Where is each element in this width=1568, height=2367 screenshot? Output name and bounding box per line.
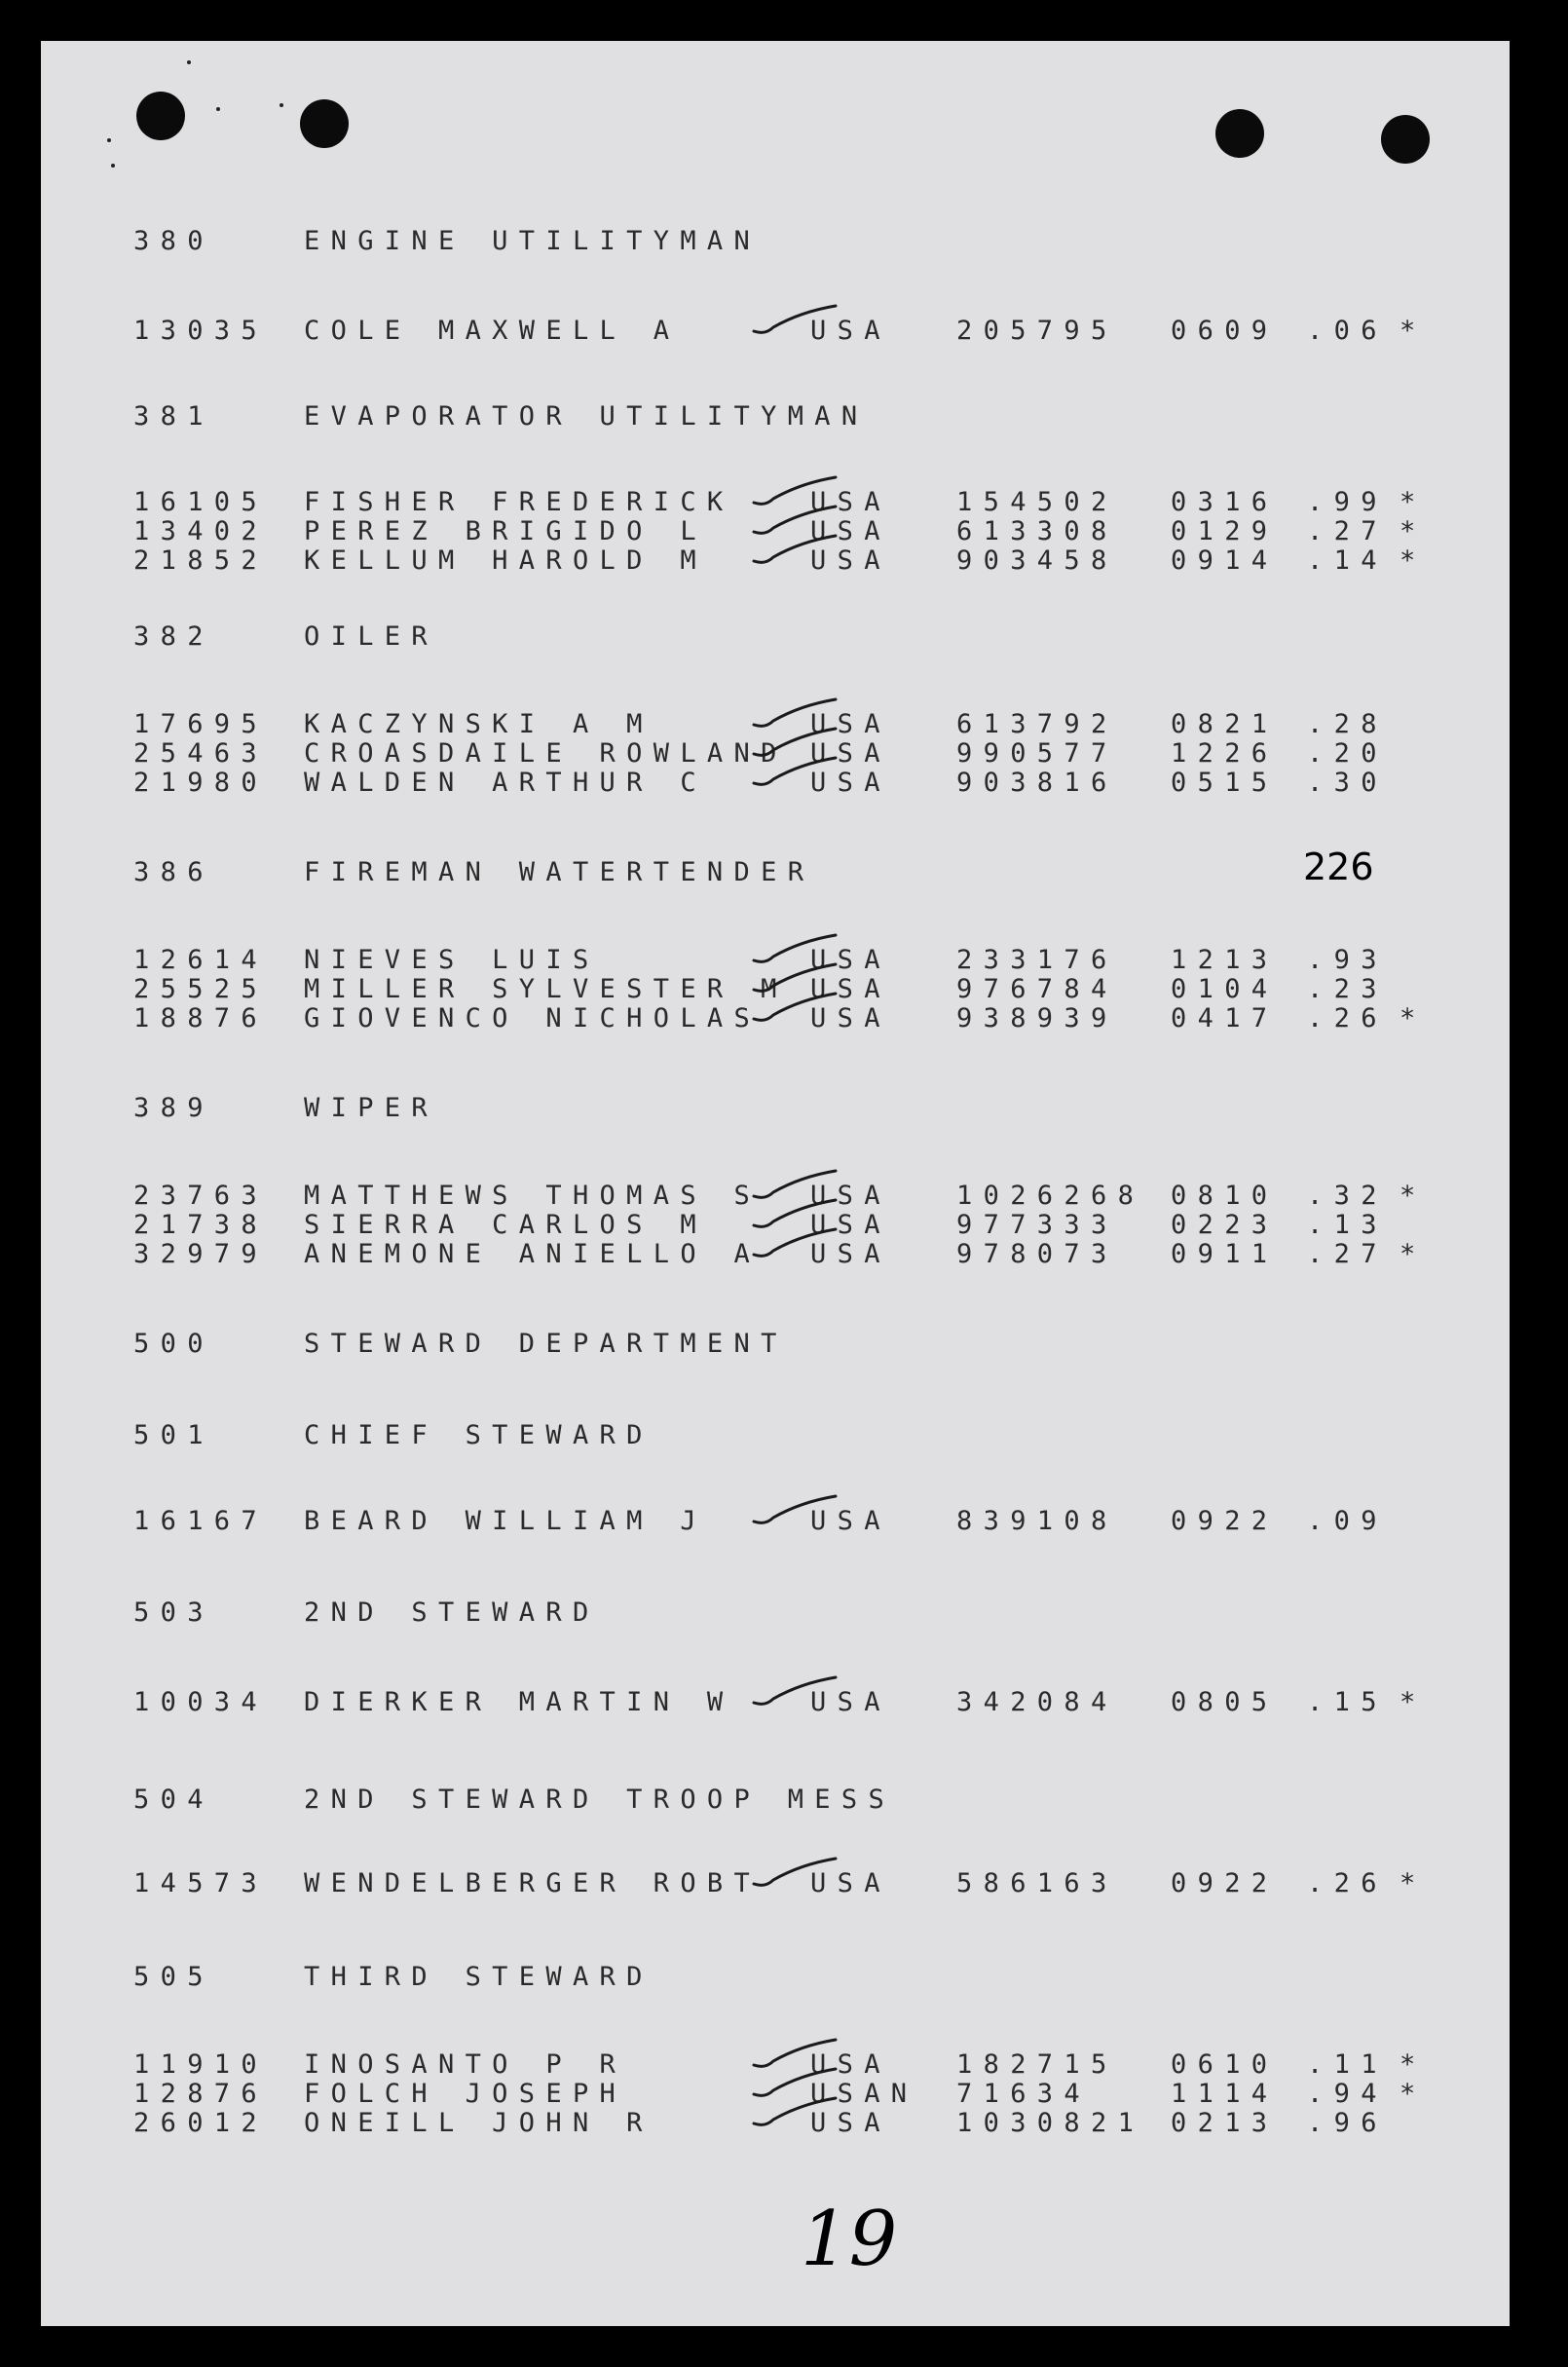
citizenship: USAN (810, 2079, 918, 2109)
date-code: 0129 (1171, 516, 1279, 546)
section-title: FIREMAN WATERTENDER (304, 857, 815, 887)
section-code: 505 (133, 1962, 214, 1992)
citizenship: USA (810, 487, 891, 517)
citizenship: USA (810, 1003, 891, 1033)
document-number: 903458 (956, 545, 1118, 576)
section-header (41, 1420, 1510, 1455)
section-title: OILER (304, 621, 438, 652)
citizenship: USA (810, 2108, 891, 2138)
citizenship: USA (810, 1687, 891, 1717)
crew-id: 21852 (133, 545, 268, 576)
rate-value: .26 (1307, 1868, 1388, 1898)
ink-speck (107, 138, 111, 142)
crew-name: FOLCH JOSEPH (304, 2079, 627, 2109)
crew-name: KACZYNSKI A M (304, 709, 653, 739)
crew-name: BEARD WILLIAM J (304, 1506, 707, 1536)
section-title: EVAPORATOR UTILITYMAN (304, 401, 869, 432)
section-code: 504 (133, 1785, 214, 1815)
checkmark-icon (752, 990, 840, 1029)
punch-hole (136, 92, 185, 140)
date-code: 0610 (1171, 2049, 1279, 2080)
crew-id: 17695 (133, 709, 268, 739)
asterisk-mark: * (1400, 1868, 1416, 1898)
document-number: 71634 (956, 2079, 1091, 2109)
crew-name: WALDEN ARTHUR C (304, 768, 707, 798)
document-number: 839108 (956, 1506, 1118, 1536)
crew-id: 32979 (133, 1239, 268, 1269)
section-header (41, 1597, 1510, 1633)
section-code: 501 (133, 1420, 214, 1450)
crew-name: PEREZ BRIGIDO L (304, 516, 707, 546)
section-code: 500 (133, 1329, 214, 1359)
document-number: 182715 (956, 2049, 1118, 2080)
crew-name: FISHER FREDERICK (304, 487, 734, 517)
crew-id: 18876 (133, 1003, 268, 1033)
crew-id: 13402 (133, 516, 268, 546)
asterisk-mark: * (1400, 1181, 1416, 1211)
ink-speck (216, 107, 220, 111)
section-title: STEWARD DEPARTMENT (304, 1329, 788, 1359)
crew-name: CROASDAILE ROWLAND (304, 738, 788, 769)
date-code: 0316 (1171, 487, 1279, 517)
crew-id: 12614 (133, 945, 268, 975)
crew-id: 16167 (133, 1506, 268, 1536)
checkmark-icon (752, 1225, 840, 1264)
crew-id: 14573 (133, 1868, 268, 1898)
rate-value: .14 (1307, 545, 1388, 576)
section-header (41, 621, 1510, 657)
date-code: 0914 (1171, 545, 1279, 576)
crew-id: 16105 (133, 487, 268, 517)
crew-name: COLE MAXWELL A (304, 316, 681, 346)
document-number: 233176 (956, 945, 1118, 975)
section-code: 382 (133, 621, 214, 652)
date-code: 0922 (1171, 1868, 1279, 1898)
section-header (41, 1785, 1510, 1820)
date-code: 0911 (1171, 1239, 1279, 1269)
rate-value: .99 (1307, 487, 1388, 517)
asterisk-mark: * (1400, 545, 1416, 576)
crew-id: 23763 (133, 1181, 268, 1211)
crew-name: ANEMONE ANIELLO A (304, 1239, 762, 1269)
crew-id: 21980 (133, 768, 268, 798)
date-code: 0805 (1171, 1687, 1279, 1717)
rate-value: .96 (1307, 2108, 1388, 2138)
citizenship: USA (810, 1868, 891, 1898)
crew-name: ONEILL JOHN R (304, 2108, 653, 2138)
citizenship: USA (810, 1239, 891, 1269)
section-title: CHIEF STEWARD (304, 1420, 653, 1450)
document-number: 342084 (956, 1687, 1118, 1717)
section-header (41, 1962, 1510, 1997)
citizenship: USA (810, 974, 891, 1004)
rate-value: .20 (1307, 738, 1388, 769)
rate-value: .06 (1307, 316, 1388, 346)
section-code: 389 (133, 1093, 214, 1123)
asterisk-mark: * (1400, 2049, 1416, 2080)
document-number: 205795 (956, 316, 1118, 346)
rate-value: .27 (1307, 516, 1388, 546)
crew-name: NIEVES LUIS (304, 945, 600, 975)
rate-value: .09 (1307, 1506, 1388, 1536)
date-code: 1213 (1171, 945, 1279, 975)
citizenship: USA (810, 1210, 891, 1240)
asterisk-mark: * (1400, 1687, 1416, 1717)
checkmark-icon (752, 754, 840, 793)
section-code: 380 (133, 226, 214, 256)
handwritten-folio: 19 (801, 2196, 898, 2283)
asterisk-mark: * (1400, 1003, 1416, 1033)
date-code: 0821 (1171, 709, 1279, 739)
document-page (41, 41, 1510, 2326)
checkmark-icon (752, 1673, 840, 1712)
checkmark-icon (752, 1855, 840, 1894)
rate-value: .28 (1307, 709, 1388, 739)
ink-speck (187, 60, 191, 64)
document-number: 978073 (956, 1239, 1118, 1269)
section-title: WIPER (304, 1093, 438, 1123)
document-number: 586163 (956, 1868, 1118, 1898)
document-number: 613792 (956, 709, 1118, 739)
document-number: 976784 (956, 974, 1118, 1004)
asterisk-mark: * (1400, 487, 1416, 517)
document-number: 1030821 (956, 2108, 1145, 2138)
checkmark-icon (752, 532, 840, 571)
document-number: 990577 (956, 738, 1118, 769)
rate-value: .94 (1307, 2079, 1388, 2109)
rate-value: .13 (1307, 1210, 1388, 1240)
asterisk-mark: * (1400, 1239, 1416, 1269)
date-code: 0417 (1171, 1003, 1279, 1033)
date-code: 0515 (1171, 768, 1279, 798)
crew-name: MILLER SYLVESTER M (304, 974, 788, 1004)
citizenship: USA (810, 545, 891, 576)
asterisk-mark: * (1400, 2079, 1416, 2109)
citizenship: USA (810, 2049, 891, 2080)
rate-value: .11 (1307, 2049, 1388, 2080)
punch-hole (1381, 115, 1430, 164)
crew-id: 12876 (133, 2079, 268, 2109)
crew-id: 11910 (133, 2049, 268, 2080)
crew-name: MATTHEWS THOMAS S (304, 1181, 762, 1211)
section-code: 503 (133, 1597, 214, 1628)
section-code: 381 (133, 401, 214, 432)
punch-hole (300, 99, 349, 148)
section-title: 2ND STEWARD (304, 1597, 600, 1628)
section-title: 2ND STEWARD TROOP MESS (304, 1785, 896, 1815)
section-header (41, 1093, 1510, 1128)
crew-name: INOSANTO P R (304, 2049, 627, 2080)
rate-value: .15 (1307, 1687, 1388, 1717)
crew-name: WENDELBERGER ROBT (304, 1868, 762, 1898)
citizenship: USA (810, 1506, 891, 1536)
date-code: 1114 (1171, 2079, 1279, 2109)
ink-speck (111, 164, 115, 168)
rate-value: .32 (1307, 1181, 1388, 1211)
document-number: 938939 (956, 1003, 1118, 1033)
date-code: 0223 (1171, 1210, 1279, 1240)
checkmark-icon (752, 1492, 840, 1531)
citizenship: USA (810, 738, 891, 769)
crew-id: 10034 (133, 1687, 268, 1717)
citizenship: USA (810, 945, 891, 975)
document-number: 1026268 (956, 1181, 1145, 1211)
section-code: 386 (133, 857, 214, 887)
crew-id: 25463 (133, 738, 268, 769)
crew-id: 26012 (133, 2108, 268, 2138)
ink-speck (280, 103, 283, 107)
date-code: 0213 (1171, 2108, 1279, 2138)
date-code: 1226 (1171, 738, 1279, 769)
punch-hole (1215, 109, 1264, 158)
date-code: 0609 (1171, 316, 1279, 346)
rate-value: .27 (1307, 1239, 1388, 1269)
section-title: ENGINE UTILITYMAN (304, 226, 762, 256)
citizenship: USA (810, 316, 891, 346)
crew-name: SIERRA CARLOS M (304, 1210, 707, 1240)
section-header (41, 401, 1510, 436)
crew-id: 25525 (133, 974, 268, 1004)
crew-id: 13035 (133, 316, 268, 346)
section-header (41, 226, 1510, 261)
document-number: 154502 (956, 487, 1118, 517)
page-number-stamp: 226 (1303, 845, 1374, 888)
date-code: 0810 (1171, 1181, 1279, 1211)
citizenship: USA (810, 516, 891, 546)
section-header (41, 1329, 1510, 1364)
citizenship: USA (810, 768, 891, 798)
section-title: THIRD STEWARD (304, 1962, 653, 1992)
citizenship: USA (810, 709, 891, 739)
crew-name: GIOVENCO NICHOLAS (304, 1003, 762, 1033)
document-number: 977333 (956, 1210, 1118, 1240)
rate-value: .26 (1307, 1003, 1388, 1033)
rate-value: .23 (1307, 974, 1388, 1004)
date-code: 0104 (1171, 974, 1279, 1004)
asterisk-mark: * (1400, 516, 1416, 546)
checkmark-icon (752, 302, 840, 341)
citizenship: USA (810, 1181, 891, 1211)
asterisk-mark: * (1400, 316, 1416, 346)
crew-name: DIERKER MARTIN W (304, 1687, 734, 1717)
section-header (41, 857, 1510, 892)
document-number: 613308 (956, 516, 1118, 546)
rate-value: .93 (1307, 945, 1388, 975)
crew-id: 21738 (133, 1210, 268, 1240)
rate-value: .30 (1307, 768, 1388, 798)
document-number: 903816 (956, 768, 1118, 798)
date-code: 0922 (1171, 1506, 1279, 1536)
checkmark-icon (752, 2094, 840, 2133)
crew-name: KELLUM HAROLD M (304, 545, 707, 576)
